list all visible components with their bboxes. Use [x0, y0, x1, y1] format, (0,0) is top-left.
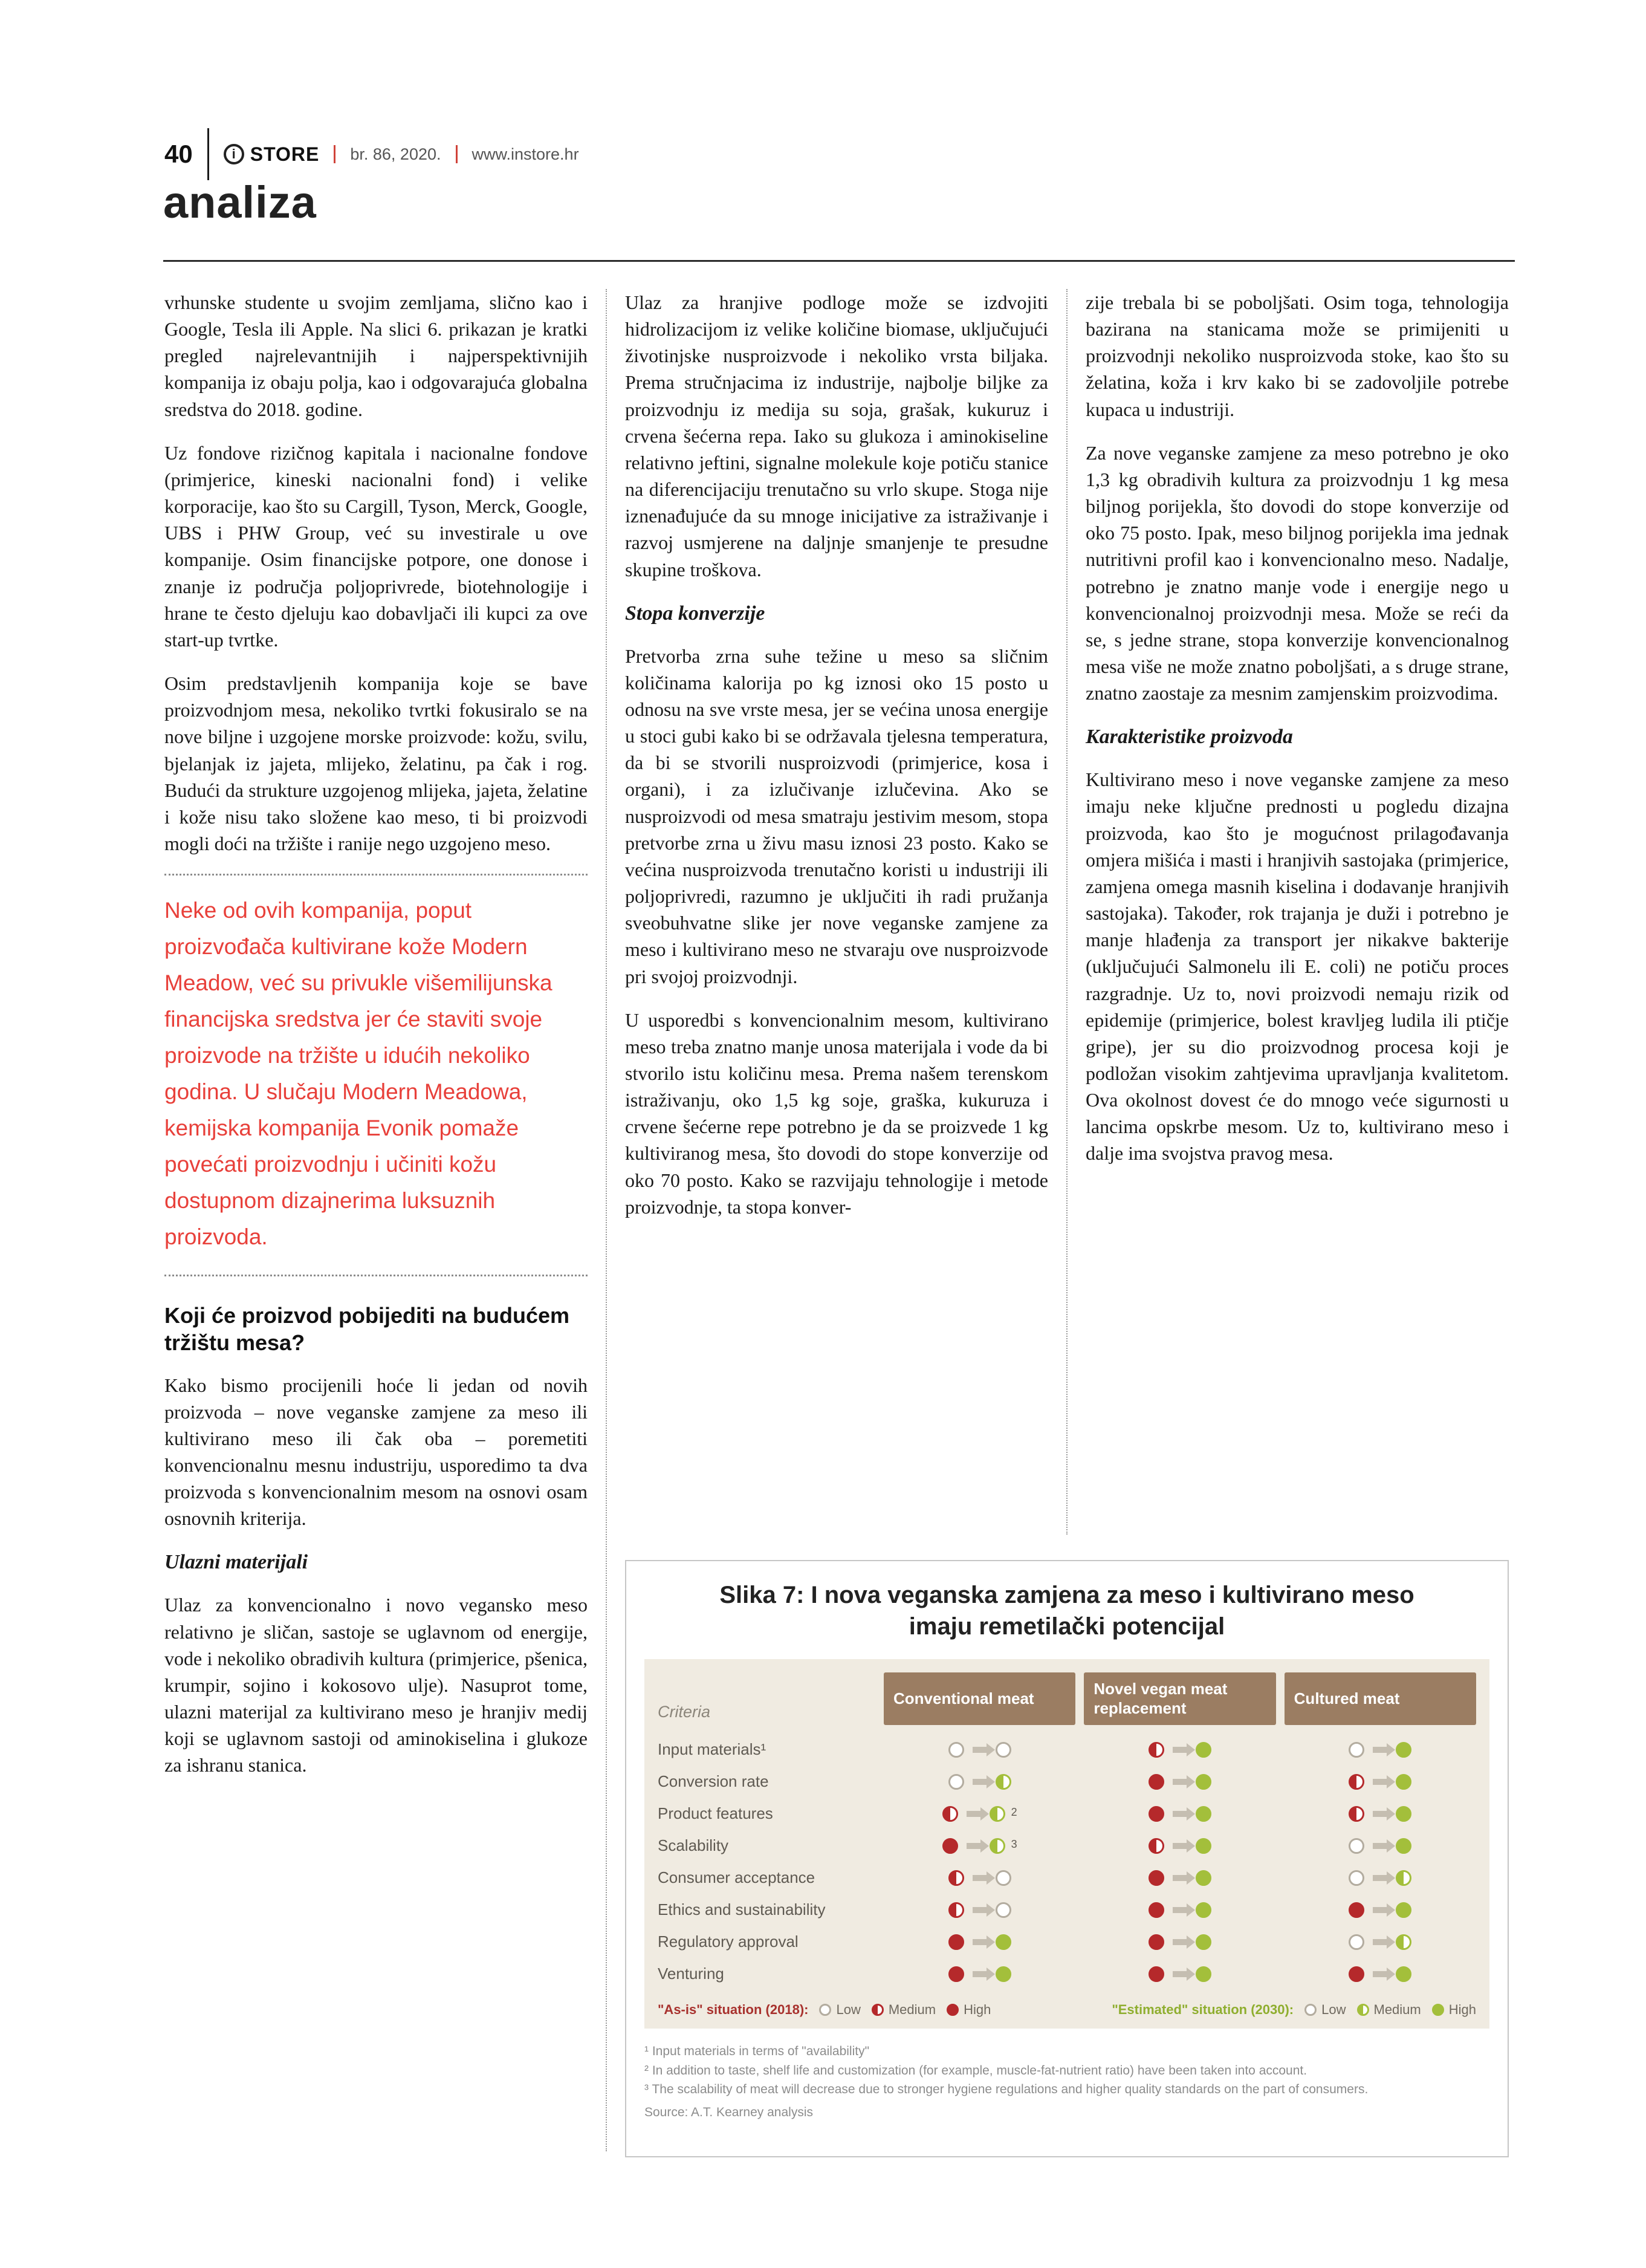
criteria-label: Product features — [658, 1804, 773, 1823]
rating-dot-est-medium — [1396, 1870, 1411, 1886]
rating-cell — [884, 1774, 1075, 1790]
rating-cell — [1285, 1806, 1476, 1822]
arrow-right-icon — [1373, 1779, 1387, 1785]
arrow-right-icon — [1173, 1811, 1187, 1817]
rating-dot-est-high — [1396, 1902, 1411, 1918]
rating-dot-asis-medium — [1149, 1838, 1164, 1854]
rating-cell — [1084, 1966, 1275, 1982]
rating-dot-asis-medium — [948, 1870, 964, 1886]
rating-dot-asis-high — [1149, 1902, 1164, 1918]
column-2 — [625, 289, 1048, 1237]
arrow-right-icon — [1373, 1747, 1387, 1753]
rating-cell — [1084, 1838, 1275, 1854]
article-heading: Koji će proizvod pobijediti na budućem tržištu mesa? — [164, 1302, 570, 1355]
legend-label-est: "Estimated" situation (2030): — [1112, 2002, 1294, 2018]
rating-dot-est-high — [1196, 1966, 1211, 1982]
arrow-right-icon — [1173, 1843, 1187, 1849]
rating-dot-est-medium — [1357, 2004, 1369, 2016]
instore-logo-icon: i — [224, 144, 244, 164]
arrow-right-icon — [973, 1907, 987, 1913]
rating-dot-asis-high — [1149, 1774, 1164, 1790]
rating-cell — [1285, 1742, 1476, 1758]
figure-row — [658, 1830, 1476, 1862]
figure-row — [658, 1733, 1476, 1766]
rating-dot-asis-medium — [942, 1806, 958, 1822]
legend-level-label: High — [964, 2002, 991, 2018]
arrow-right-icon — [973, 1875, 987, 1881]
rating-dot-est-medium — [1396, 1934, 1411, 1950]
arrow-right-icon — [1173, 1939, 1187, 1945]
figure-source: Source: A.T. Kearney analysis — [644, 2105, 813, 2119]
legend-level-label: Low — [836, 2002, 861, 2018]
legend-level-label: Medium — [888, 2002, 936, 2018]
arrow-right-icon — [1373, 1875, 1387, 1881]
figure-table — [644, 1659, 1489, 2029]
body-paragraph: Kako bismo procijenili hoće li jedan od novih proizvoda – nove veganske zamjene za meso ili kultivirano meso ili čak oba – poremetiti konvencionalnu mesnu industriju, usporedimo ta dva proizvoda s konvencionalnim mesom na osnovi osam osnovnih kriterija. — [164, 1374, 588, 1530]
rating-cell — [1285, 1870, 1476, 1886]
issue-label: br. 86, 2020. — [350, 145, 441, 163]
footnote-marker: 2 — [1011, 1805, 1017, 1818]
rating-dot-est-high — [996, 1934, 1011, 1950]
legend-level-label: Low — [1321, 2002, 1346, 2018]
figure-header-row — [658, 1672, 1476, 1725]
arrow-right-icon — [1173, 1971, 1187, 1977]
subheading-ulazni-materijali: Ulazni materijali — [164, 1551, 308, 1574]
rating-cell — [1084, 1902, 1275, 1918]
masthead-divider — [207, 128, 209, 180]
rating-cell — [1285, 1966, 1476, 1982]
rating-dot-est-high — [1196, 1934, 1211, 1950]
rating-dot-asis-high — [1149, 1966, 1164, 1982]
rating-cell — [884, 1870, 1075, 1886]
rating-cell — [1084, 1870, 1275, 1886]
masthead-separator — [334, 145, 335, 163]
rating-dot-asis-high — [1149, 1806, 1164, 1822]
rating-dot-asis-high — [1149, 1870, 1164, 1886]
criteria-label: Ethics and sustainability — [658, 1900, 826, 1919]
rating-dot-est-high — [1432, 2004, 1444, 2016]
rating-dot-est-high — [1196, 1774, 1211, 1790]
page-number: 40 — [164, 140, 193, 168]
rating-dot-est-high — [1396, 1774, 1411, 1790]
rating-cell — [1285, 1838, 1476, 1854]
figure-row — [658, 1958, 1476, 1990]
arrow-right-icon — [967, 1811, 981, 1817]
rating-dot-asis-medium — [872, 2004, 884, 2016]
arrow-right-icon — [973, 1747, 987, 1753]
arrow-right-icon — [1373, 1811, 1387, 1817]
rating-cell — [1285, 1902, 1476, 1918]
rating-dot-est-high — [1196, 1902, 1211, 1918]
column-header-conventional-meat: Conventional meat — [884, 1672, 1075, 1725]
arrow-right-icon — [973, 1939, 987, 1945]
rating-dot-asis-high — [1349, 1902, 1364, 1918]
rating-cell — [1084, 1806, 1275, 1822]
figure-footnotes — [644, 2042, 1489, 2122]
rating-dot-est-low — [1304, 2004, 1317, 2016]
website-link[interactable]: www.instore.hr — [471, 145, 579, 163]
rating-dot-asis-high — [942, 1838, 958, 1854]
rating-dot-asis-low — [1349, 1934, 1364, 1950]
body-paragraph: Uz fondove rizičnog kapitala i nacionalne fondove (primjerice, kineski nacionalni fond) i velike korporacije, kao što su Cargill, Tyson, Merck, Google, UBS i PHW Group, već su investirale u ove kompanije. Osim financijske potpore, one donose i znanje iz područja poljoprivrede, biotehnologije i hrane te često djeluju kao dobavljači ili kupci za ove start-up tvrtke. — [164, 441, 588, 651]
pull-quote: Neke od ovih kompanija, poput proizvođača kultivirane kože Modern Meadow, već su privukle višemilijunska financijska sredstva jer će staviti svoje proizvode na tržište u idućih nekoliko godina. U slučaju Modern Meadowa, kemijska kompanija Evonik pomaže povećati proizvodnju i učiniti kožu dostupnom dizajnerima luksuznih proizvoda. — [164, 874, 588, 1276]
rating-dot-est-high — [996, 1966, 1011, 1982]
arrow-right-icon — [1173, 1779, 1187, 1785]
rating-dot-est-medium — [996, 1774, 1011, 1790]
figure-title-line2: imaju remetilački potencijal — [909, 1613, 1225, 1640]
body-paragraph: Za nove veganske zamjene za meso potrebno je oko 1,3 kg obradivih kultura za proizvodnju 1 kg mesa biljnog porijekla, što dovodi do stope konverzije od oko 75 posto. Ipak, meso biljnog porijekla ima jednak nutritivni profil kao i konvencionalno meso. Nadalje, potrebno je znatno manje vode i energije nego u konvencionalnoj proizvodnji mesa. Može se reći da se, s jedne strane, stopa konverzije konvencionalnog mesa više ne može znatno poboljšati, a s druge strane, znatno zaostaje za mesnim zamjenskim proizvodima. — [1086, 441, 1509, 704]
legend-item — [819, 2002, 860, 2018]
rating-cell — [884, 1806, 1075, 1822]
figure-row — [658, 1862, 1476, 1894]
rating-dot-est-low — [996, 1870, 1011, 1886]
column-header-cultured-meat: Cultured meat — [1285, 1672, 1476, 1725]
arrow-right-icon — [1373, 1843, 1387, 1849]
section-title: analiza — [163, 177, 317, 227]
rating-cell — [1285, 1774, 1476, 1790]
rating-dot-est-high — [1396, 1806, 1411, 1822]
legend-label-asis: "As-is" situation (2018): — [658, 2002, 809, 2018]
rating-dot-est-medium — [990, 1806, 1005, 1822]
arrow-right-icon — [1373, 1971, 1387, 1977]
header-rule — [163, 260, 1515, 262]
body-paragraph: vrhunske studente u svojim zemljama, slično kao i Google, Tesla ili Apple. Na slici 6. prikazan je kratki pregled najrelevantnijih i najperspektivnijih kompanija iz obaju polja, kao i odgovarajuća globalna sredstva do 2018. godine. — [164, 291, 588, 420]
arrow-right-icon — [973, 1779, 987, 1785]
body-paragraph: Osim predstavljenih kompanija koje se bave proizvodnjom mesa, nekoliko tvrtki fokusiralo se na nove biljne i uzgojene morske proizvode: kožu, svilu, bjelanjak iz jajeta, mlijeko, želatinu, pa čak i rog. Budući da strukture uzgojenog mlijeka, jajeta, želatine i kože nisu tako složene kao meso, ti bi proizvodi mogli doći na tržište i ranije nego uzgojeno meso. — [164, 672, 588, 854]
criteria-label: Input materials¹ — [658, 1740, 766, 1759]
arrow-right-icon — [973, 1971, 987, 1977]
figure-title-line1: Slika 7: I nova veganska zamjena za meso i kultivirano meso — [719, 1582, 1414, 1608]
masthead — [164, 128, 579, 180]
body-paragraph: U usporedbi s konvencionalnim mesom, kultivirano meso treba znatno manje unosa materijala i vode da bi stvorilo istu količinu mesa. Prema našem terenskom istraživanju, oko 1,5 kg soje, graška, kukuruza i crvene šećerne repe potrebno je da se proizvede 1 kg kultiviranog mesa, što dovodi do stope konverzije od oko 70 posto. Kako se razvijaju tehnologije i metode proizvodnje, ta stopa konver- — [625, 1009, 1048, 1218]
column-separator — [606, 289, 607, 2151]
criteria-label: Conversion rate — [658, 1772, 769, 1791]
figure-slika-7 — [625, 1560, 1509, 2157]
footnote-1: ¹ Input materials in terms of "availability" — [644, 2044, 870, 2059]
rating-dot-est-high — [1396, 1742, 1411, 1758]
criteria-label: Consumer acceptance — [658, 1868, 815, 1887]
criteria-label: Scalability — [658, 1836, 729, 1855]
legend-item — [947, 2002, 991, 2018]
figure-title — [644, 1579, 1489, 1642]
subheading-stopa-konverzije: Stopa konverzije — [625, 602, 765, 625]
rating-cell — [884, 1742, 1075, 1758]
rating-dot-est-high — [1196, 1838, 1211, 1854]
column-header-novel-vegan-meat-replacement: Novel vegan meat replacement — [1084, 1672, 1275, 1725]
rating-dot-est-high — [1396, 1966, 1411, 1982]
rating-cell — [884, 1902, 1075, 1918]
rating-dot-est-low — [996, 1742, 1011, 1758]
rating-dot-asis-high — [947, 2004, 959, 2016]
rating-dot-est-high — [1196, 1870, 1211, 1886]
column-1 — [164, 289, 588, 1795]
rating-cell — [1084, 1742, 1275, 1758]
rating-dot-asis-low — [1349, 1838, 1364, 1854]
arrow-right-icon — [1173, 1747, 1187, 1753]
rating-dot-est-high — [1396, 1838, 1411, 1854]
figure-row — [658, 1798, 1476, 1830]
column-separator — [1066, 289, 1068, 1535]
rating-dot-est-low — [996, 1902, 1011, 1918]
criteria-label: Regulatory approval — [658, 1932, 799, 1951]
rating-dot-asis-medium — [1149, 1742, 1164, 1758]
rating-dot-asis-low — [819, 2004, 831, 2016]
figure-row — [658, 1926, 1476, 1958]
legend-level-label: High — [1448, 2002, 1476, 2018]
arrow-right-icon — [1173, 1875, 1187, 1881]
rating-cell — [1084, 1934, 1275, 1950]
rating-cell — [884, 1966, 1075, 1982]
body-paragraph: Ulaz za konvencionalno i novo vegansko meso relativno je sličan, sastoje se uglavnom od energije, vode i nekoliko obradivih kultura (primjerice, pšenica, krumpir, sojino i kokosovo ulje). Nasuprot tome, ulazni materijal za kultivirano meso je hranjiv medij koji se uglavnom sastoji od aminokiselina i glukoze za ishranu stanica. — [164, 1594, 588, 1776]
masthead-separator — [456, 145, 458, 163]
rating-dot-asis-medium — [948, 1902, 964, 1918]
legend-group-est — [1112, 2002, 1476, 2018]
rating-cell — [1084, 1774, 1275, 1790]
body-paragraph: Pretvorba zrna suhe težine u meso sa sličnim količinama kalorija po kg iznosi oko 15 posto u odnosu na sve vrste mesa, jer se većina unosa energije u stoci gubi kako bi se održavala tjelesna temperatura, da bi se stvorili nusproizvodi (primjerice, kosa i organi), i za izlučivanje izlučevina. Ako se nusproizvodi od mesa smatraju jestivim mesom, stopa pretvorbe zrna u živu masu iznosi 23 posto. Kako se većina nusproizvoda trenutačno koristi u industriji ili poljoprivredi, razumno je uključiti ih radi pružanja sveobuhvatne slike jer nove veganske zamjene za meso i kultivirano meso ne stvaraju ove nusproizvode pri svojoj proizvodnji. — [625, 645, 1048, 987]
rating-dot-asis-high — [1349, 1966, 1364, 1982]
rating-dot-asis-high — [948, 1966, 964, 1982]
arrow-right-icon — [1373, 1907, 1387, 1913]
figure-row — [658, 1766, 1476, 1798]
body-paragraph: Kultivirano meso i nove veganske zamjene za meso imaju neke ključne prednosti u pogledu dizajna proizvoda, kao što je mogućnost prilagođavanja omjera mišića i masti i hranjivih sastojaka (primjerice, zamjena omega masnih kiselina i dodavanje hranjivih sastojaka). Također, rok trajanja je duži i potrebno je manje hlađenja za transport jer nikakve bakterije (uključujući Salmonelu ili E. coli) ne potiču proces razgradnje. Uz to, novi proizvodi nemaju rizik od epidemije (primjerice, bolest kravljeg ludila ili ptičje gripe), jer su dio proizvodnog procesa koji je podložan visokim zahtjevima upravljanja kvalitetom. Ova okolnost dovest će do mnogo veće sigurnosti u lancima opskrbe mesom. Uz to, kultivirano meso i dalje ima svojstva pravog mesa. — [1086, 768, 1509, 1165]
rating-dot-asis-low — [948, 1774, 964, 1790]
rating-dot-est-high — [1196, 1806, 1211, 1822]
column-3 — [1086, 289, 1509, 1184]
rating-dot-asis-high — [1149, 1934, 1164, 1950]
body-paragraph: zije trebala bi se poboljšati. Osim toga, tehnologija bazirana na stanicama može se primijeniti u proizvodnji nekoliko nusproizvoda stoke, kao što su želatina, koža i krv kako bi se zadovoljile potrebe kupaca u industriji. — [1086, 291, 1509, 420]
rating-cell — [1285, 1934, 1476, 1950]
footnote-3: ³ The scalability of meat will decrease due to stronger hygiene regulations and higher quality standards on the part of consumers. — [644, 2082, 1369, 2097]
rating-dot-asis-low — [1349, 1870, 1364, 1886]
criteria-label: Venturing — [658, 1964, 724, 1983]
subheading-karakteristike-proizvoda: Karakteristike proizvoda — [1086, 726, 1293, 749]
figure-legend — [658, 2002, 1476, 2018]
legend-item — [1304, 2002, 1346, 2018]
rating-dot-est-medium — [990, 1838, 1005, 1854]
legend-item — [872, 2002, 936, 2018]
rating-dot-asis-medium — [1349, 1806, 1364, 1822]
figure-row — [658, 1894, 1476, 1926]
arrow-right-icon — [1373, 1939, 1387, 1945]
criteria-column-header: Criteria — [658, 1703, 711, 1721]
footnote-2: ² In addition to taste, shelf life and customization (for example, muscle-fat-nutrient ratio) have been taken into account. — [644, 2063, 1307, 2078]
figure-rows — [658, 1733, 1476, 1990]
legend-level-label: Medium — [1373, 2002, 1421, 2018]
legend-item — [1432, 2002, 1476, 2018]
rating-dot-asis-low — [1349, 1742, 1364, 1758]
legend-group-asis — [658, 2002, 991, 2018]
body-paragraph: Ulaz za hranjive podloge može se izdvojiti hidrolizacijom iz velike količine biomase, uključujući životinjske nusproizvode i nekoliko vrsta biljaka. Prema stručnjacima iz industrije, najbolje biljke za proizvodnju iz medija su soja, grašak, kukuruz i crvena šećerna repa. Iako su glukoza i aminokiseline relativno jeftini, signalne molekule koje potiču stanice na diferencijaciju trenutačno su vrlo skupe. Stoga nije iznenađujuće da su mnoge inicijative za istraživanje i razvoj usmjerene na daljnje smanjenje te presudne skupine troškova. — [625, 291, 1048, 580]
rating-dot-asis-low — [948, 1742, 964, 1758]
arrow-right-icon — [1173, 1907, 1187, 1913]
rating-cell — [884, 1838, 1075, 1854]
footnote-marker: 3 — [1011, 1837, 1017, 1850]
rating-dot-asis-high — [948, 1934, 964, 1950]
rating-dot-asis-medium — [1349, 1774, 1364, 1790]
rating-dot-est-high — [1196, 1742, 1211, 1758]
rating-cell — [884, 1934, 1075, 1950]
legend-item — [1357, 2002, 1421, 2018]
instore-logo — [224, 143, 320, 166]
brand-name: STORE — [250, 143, 320, 165]
arrow-right-icon — [967, 1843, 981, 1849]
